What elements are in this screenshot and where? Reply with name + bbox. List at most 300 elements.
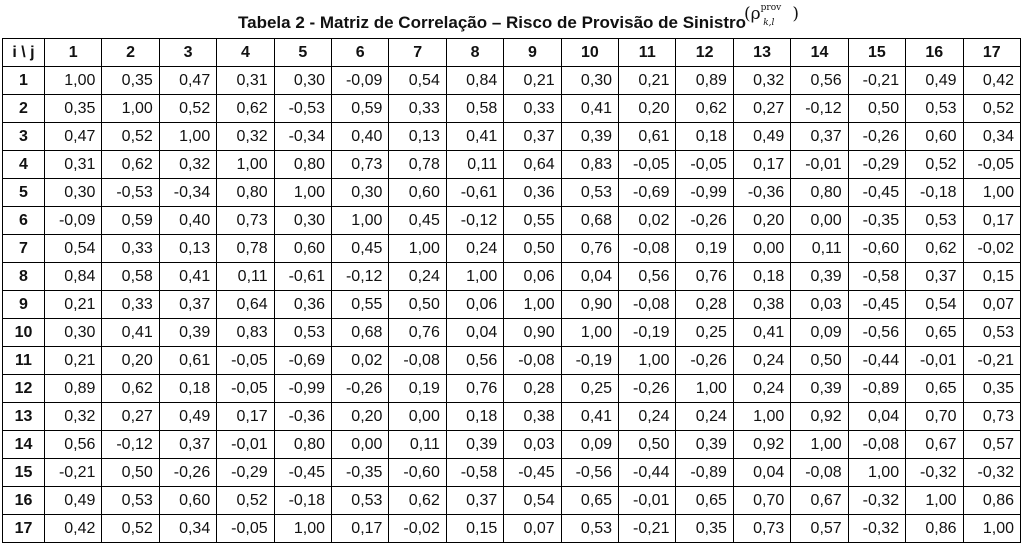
table-cell: 0,50 [619, 431, 676, 459]
table-cell: 0,13 [389, 123, 446, 151]
table-cell: 0,39 [561, 123, 618, 151]
table-cell: 0,52 [906, 151, 963, 179]
table-cell: 0,21 [45, 347, 102, 375]
table-row [3, 95, 1021, 123]
table-cell: 0,11 [389, 431, 446, 459]
table-cell: 0,21 [619, 67, 676, 95]
table-cell: 0,65 [906, 319, 963, 347]
table-cell: -0,12 [332, 263, 389, 291]
table-cell: -0,60 [389, 459, 446, 487]
table-row [3, 123, 1021, 151]
table-cell: -0,61 [446, 179, 503, 207]
table-cell: 1,00 [676, 375, 733, 403]
table-cell: -0,21 [963, 347, 1021, 375]
table-cell: 0,73 [332, 151, 389, 179]
table-cell: -0,32 [963, 459, 1021, 487]
table-cell: 0,24 [619, 403, 676, 431]
table-cell: 0,42 [45, 515, 102, 543]
table-cell: 0,35 [45, 95, 102, 123]
table-cell: -0,26 [848, 123, 905, 151]
table-cell: 0,67 [906, 431, 963, 459]
table-cell: -0,34 [274, 123, 331, 151]
table-cell: -0,36 [274, 403, 331, 431]
corner-header: i \ j [3, 39, 45, 67]
table-cell: 0,90 [504, 319, 561, 347]
table-cell: 0,54 [45, 235, 102, 263]
symbol-close: ) [792, 4, 800, 24]
table-cell: -0,05 [963, 151, 1021, 179]
column-header: 12 [676, 39, 733, 67]
table-cell: 0,53 [561, 515, 618, 543]
table-cell: 0,39 [159, 319, 216, 347]
table-cell: 0,02 [332, 347, 389, 375]
table-cell: -0,05 [217, 347, 274, 375]
table-cell: 0,19 [389, 375, 446, 403]
table-cell: 0,65 [676, 487, 733, 515]
table-cell: 0,54 [504, 487, 561, 515]
table-cell: 0,37 [791, 123, 848, 151]
table-cell: 0,49 [159, 403, 216, 431]
table-cell: 0,20 [102, 347, 159, 375]
row-header: 16 [3, 487, 45, 515]
table-row [3, 431, 1021, 459]
table-cell: 1,00 [102, 95, 159, 123]
table-cell: -0,29 [848, 151, 905, 179]
row-header: 3 [3, 123, 45, 151]
table-row [3, 515, 1021, 543]
table-cell: -0,21 [45, 459, 102, 487]
table-cell: 0,31 [45, 151, 102, 179]
table-cell: 0,15 [963, 263, 1021, 291]
table-cell: 0,50 [504, 235, 561, 263]
table-cell: 0,73 [963, 403, 1021, 431]
table-cell: -0,08 [389, 347, 446, 375]
table-cell: 0,89 [676, 67, 733, 95]
table-cell: -0,44 [619, 459, 676, 487]
table-cell: 0,20 [619, 95, 676, 123]
column-header: 17 [963, 39, 1021, 67]
table-cell: -0,36 [733, 179, 790, 207]
table-cell: 0,73 [733, 515, 790, 543]
table-cell: -0,09 [332, 67, 389, 95]
table-cell: 0,33 [504, 95, 561, 123]
table-cell: 0,53 [102, 487, 159, 515]
table-cell: 0,61 [619, 123, 676, 151]
table-cell: 0,00 [332, 431, 389, 459]
table-cell: -0,32 [906, 459, 963, 487]
table-cell: 0,80 [791, 179, 848, 207]
table-cell: 1,00 [733, 403, 790, 431]
table-cell: -0,56 [848, 319, 905, 347]
table-cell: 0,17 [963, 207, 1021, 235]
column-header: 5 [274, 39, 331, 67]
table-cell: -0,01 [217, 431, 274, 459]
row-header: 5 [3, 179, 45, 207]
correlation-matrix-table [2, 38, 1021, 543]
table-cell: -0,05 [217, 515, 274, 543]
table-cell: -0,08 [504, 347, 561, 375]
table-cell: 0,32 [733, 67, 790, 95]
table-cell: 1,00 [906, 487, 963, 515]
table-cell: 0,50 [389, 291, 446, 319]
table-cell: -0,61 [274, 263, 331, 291]
table-cell: 0,06 [446, 291, 503, 319]
table-cell: -0,69 [619, 179, 676, 207]
table-cell: 0,04 [733, 459, 790, 487]
table-cell: 0,24 [446, 235, 503, 263]
table-cell: 0,53 [274, 319, 331, 347]
table-cell: 0,09 [561, 431, 618, 459]
table-cell: 0,67 [791, 487, 848, 515]
table-cell: 1,00 [274, 179, 331, 207]
table-cell: -0,26 [159, 459, 216, 487]
table-cell: 1,00 [446, 263, 503, 291]
table-cell: -0,05 [676, 151, 733, 179]
table-cell: -0,45 [274, 459, 331, 487]
column-header: 16 [906, 39, 963, 67]
table-cell: 0,20 [733, 207, 790, 235]
table-cell: 0,32 [159, 151, 216, 179]
table-cell: 0,57 [963, 431, 1021, 459]
table-cell: 0,52 [102, 515, 159, 543]
table-cell: 0,59 [332, 95, 389, 123]
table-cell: 0,64 [217, 291, 274, 319]
table-cell: 0,35 [676, 515, 733, 543]
table-cell: 0,09 [791, 319, 848, 347]
table-cell: 0,30 [274, 207, 331, 235]
table-cell: -0,01 [619, 487, 676, 515]
table-cell: 0,56 [45, 431, 102, 459]
table-cell: 0,03 [791, 291, 848, 319]
table-cell: 0,18 [676, 123, 733, 151]
table-cell: 0,24 [733, 375, 790, 403]
table-cell: -0,26 [676, 347, 733, 375]
column-header: 3 [159, 39, 216, 67]
row-header: 10 [3, 319, 45, 347]
table-cell: -0,99 [676, 179, 733, 207]
table-cell: 0,37 [504, 123, 561, 151]
table-cell: 0,64 [504, 151, 561, 179]
table-cell: 0,47 [45, 123, 102, 151]
table-cell: 0,18 [446, 403, 503, 431]
table-cell: 0,11 [791, 235, 848, 263]
table-cell: 0,53 [963, 319, 1021, 347]
table-cell: 0,47 [159, 67, 216, 95]
table-cell: 1,00 [561, 319, 618, 347]
table-cell: -0,56 [561, 459, 618, 487]
table-cell: 0,19 [676, 235, 733, 263]
table-cell: 0,52 [102, 123, 159, 151]
table-cell: 0,62 [102, 151, 159, 179]
table-cell: 0,70 [906, 403, 963, 431]
table-cell: -0,08 [619, 291, 676, 319]
table-cell: 0,41 [561, 95, 618, 123]
table-cell: 0,62 [906, 235, 963, 263]
table-cell: 0,39 [791, 375, 848, 403]
table-cell: 0,31 [217, 67, 274, 95]
table-cell: -0,45 [848, 291, 905, 319]
column-header: 6 [332, 39, 389, 67]
table-cell: 0,60 [159, 487, 216, 515]
table-cell: 0,52 [159, 95, 216, 123]
table-cell: -0,32 [848, 487, 905, 515]
table-row [3, 487, 1021, 515]
table-cell: 0,07 [504, 515, 561, 543]
table-cell: 0,89 [45, 375, 102, 403]
table-cell: -0,19 [619, 319, 676, 347]
table-cell: -0,09 [45, 207, 102, 235]
column-header: 11 [619, 39, 676, 67]
table-cell: -0,58 [848, 263, 905, 291]
table-cell: 0,52 [963, 95, 1021, 123]
table-cell: 1,00 [217, 151, 274, 179]
table-cell: 0,56 [446, 347, 503, 375]
column-header: 9 [504, 39, 561, 67]
table-cell: 0,38 [733, 291, 790, 319]
table-cell: -0,01 [791, 151, 848, 179]
table-cell: -0,05 [217, 375, 274, 403]
table-cell: 0,41 [159, 263, 216, 291]
table-body [3, 67, 1021, 543]
table-cell: -0,60 [848, 235, 905, 263]
table-cell: 0,86 [906, 515, 963, 543]
table-cell: 0,40 [332, 123, 389, 151]
table-cell: -0,89 [848, 375, 905, 403]
table-cell: 0,78 [389, 151, 446, 179]
table-cell: 0,04 [446, 319, 503, 347]
row-header: 17 [3, 515, 45, 543]
table-cell: -0,12 [791, 95, 848, 123]
table-cell: -0,26 [676, 207, 733, 235]
table-cell: 0,76 [676, 263, 733, 291]
table-cell: -0,21 [848, 67, 905, 95]
table-cell: 0,17 [217, 403, 274, 431]
table-cell: 0,80 [274, 431, 331, 459]
table-row [3, 403, 1021, 431]
table-cell: 0,76 [561, 235, 618, 263]
table-cell: 0,42 [963, 67, 1021, 95]
table-cell: 0,24 [389, 263, 446, 291]
table-cell: 0,41 [102, 319, 159, 347]
table-cell: 0,00 [791, 207, 848, 235]
table-cell: 0,17 [733, 151, 790, 179]
table-cell: -0,69 [274, 347, 331, 375]
table-cell: 0,39 [676, 431, 733, 459]
table-row [3, 319, 1021, 347]
column-header: 1 [45, 39, 102, 67]
table-cell: 0,80 [274, 151, 331, 179]
table-cell: 0,37 [446, 487, 503, 515]
table-cell: 0,62 [676, 95, 733, 123]
table-cell: 0,32 [217, 123, 274, 151]
table-row [3, 459, 1021, 487]
table-cell: 1,00 [332, 207, 389, 235]
table-cell: 0,33 [102, 235, 159, 263]
table-cell: 0,39 [446, 431, 503, 459]
table-cell: -0,34 [159, 179, 216, 207]
table-cell: 0,49 [906, 67, 963, 95]
table-cell: 0,53 [906, 207, 963, 235]
table-cell: 0,03 [504, 431, 561, 459]
table-cell: 0,53 [561, 179, 618, 207]
table-cell: 0,57 [791, 515, 848, 543]
table-cell: 0,55 [332, 291, 389, 319]
table-cell: 0,83 [217, 319, 274, 347]
table-cell: 0,84 [45, 263, 102, 291]
table-cell: 0,54 [906, 291, 963, 319]
table-cell: 0,11 [446, 151, 503, 179]
table-cell: -0,99 [274, 375, 331, 403]
table-cell: 0,00 [733, 235, 790, 263]
table-cell: 1,00 [504, 291, 561, 319]
table-cell: 0,18 [733, 263, 790, 291]
table-cell: 0,28 [676, 291, 733, 319]
table-cell: 0,61 [159, 347, 216, 375]
table-cell: 0,00 [389, 403, 446, 431]
table-cell: 0,32 [45, 403, 102, 431]
table-cell: 0,60 [389, 179, 446, 207]
table-cell: 0,21 [45, 291, 102, 319]
table-cell: -0,19 [561, 347, 618, 375]
table-cell: 0,62 [217, 95, 274, 123]
table-cell: 1,00 [791, 431, 848, 459]
table-cell: -0,53 [102, 179, 159, 207]
row-header: 14 [3, 431, 45, 459]
table-cell: 0,60 [906, 123, 963, 151]
table-cell: -0,08 [848, 431, 905, 459]
table-cell: 0,21 [504, 67, 561, 95]
table-cell: 0,84 [446, 67, 503, 95]
table-cell: 0,45 [332, 235, 389, 263]
table-cell: 0,30 [45, 179, 102, 207]
table-cell: 1,00 [619, 347, 676, 375]
table-cell: 1,00 [274, 515, 331, 543]
table-cell: -0,26 [619, 375, 676, 403]
table-cell: 0,37 [159, 291, 216, 319]
table-cell: 0,34 [159, 515, 216, 543]
column-header: 4 [217, 39, 274, 67]
table-cell: 0,92 [791, 403, 848, 431]
table-row [3, 235, 1021, 263]
column-header: 8 [446, 39, 503, 67]
table-cell: 0,49 [733, 123, 790, 151]
table-cell: -0,12 [102, 431, 159, 459]
table-cell: -0,18 [906, 179, 963, 207]
table-cell: 1,00 [159, 123, 216, 151]
table-cell: 0,58 [446, 95, 503, 123]
table-cell: 0,58 [102, 263, 159, 291]
table-row [3, 207, 1021, 235]
header-row [3, 39, 1021, 67]
table-cell: -0,02 [389, 515, 446, 543]
table-cell: 0,39 [791, 263, 848, 291]
table-cell: 0,33 [389, 95, 446, 123]
row-header: 1 [3, 67, 45, 95]
row-header: 2 [3, 95, 45, 123]
table-cell: 0,59 [102, 207, 159, 235]
row-header: 7 [3, 235, 45, 263]
table-cell: 0,53 [332, 487, 389, 515]
table-cell: 1,00 [389, 235, 446, 263]
table-cell: 1,00 [848, 459, 905, 487]
table-cell: 1,00 [963, 179, 1021, 207]
table-cell: 0,02 [619, 207, 676, 235]
table-cell: 0,60 [274, 235, 331, 263]
row-header: 13 [3, 403, 45, 431]
symbol-superscript: prov [760, 3, 782, 14]
table-cell: 0,06 [504, 263, 561, 291]
table-row [3, 291, 1021, 319]
table-cell: 0,49 [45, 487, 102, 515]
table-cell: -0,32 [848, 515, 905, 543]
column-header: 13 [733, 39, 790, 67]
table-cell: 0,78 [217, 235, 274, 263]
table-row [3, 67, 1021, 95]
table-cell: -0,21 [619, 515, 676, 543]
table-cell: 0,76 [446, 375, 503, 403]
table-cell: -0,05 [619, 151, 676, 179]
table-cell: -0,35 [332, 459, 389, 487]
table-cell: 0,52 [217, 487, 274, 515]
column-header: 15 [848, 39, 905, 67]
table-cell: -0,08 [791, 459, 848, 487]
table-cell: 0,50 [102, 459, 159, 487]
table-cell: 0,55 [504, 207, 561, 235]
row-header: 11 [3, 347, 45, 375]
table-cell: 0,35 [963, 375, 1021, 403]
table-cell: 0,13 [159, 235, 216, 263]
table-cell: 0,45 [389, 207, 446, 235]
table-cell: 0,38 [504, 403, 561, 431]
table-cell: 0,41 [561, 403, 618, 431]
table-cell: -0,08 [619, 235, 676, 263]
table-cell: 0,68 [332, 319, 389, 347]
column-header: 2 [102, 39, 159, 67]
table-cell: 0,73 [217, 207, 274, 235]
table-cell: -0,53 [274, 95, 331, 123]
table-cell: 0,56 [791, 67, 848, 95]
table-cell: 0,41 [446, 123, 503, 151]
table-cell: 0,25 [676, 319, 733, 347]
row-header: 8 [3, 263, 45, 291]
title-row [0, 0, 1024, 38]
table-cell: 0,27 [733, 95, 790, 123]
table-cell: 0,30 [45, 319, 102, 347]
table-cell: 0,30 [561, 67, 618, 95]
table-cell: 1,00 [963, 515, 1021, 543]
row-header: 12 [3, 375, 45, 403]
column-header: 10 [561, 39, 618, 67]
table-cell: -0,18 [274, 487, 331, 515]
table-cell: 0,04 [561, 263, 618, 291]
table-cell: 0,18 [159, 375, 216, 403]
table-cell: -0,45 [848, 179, 905, 207]
table-cell: 0,65 [561, 487, 618, 515]
row-header: 4 [3, 151, 45, 179]
table-cell: -0,58 [446, 459, 503, 487]
correlation-symbol [744, 3, 800, 29]
table-cell: -0,45 [504, 459, 561, 487]
column-header: 14 [791, 39, 848, 67]
table-cell: -0,29 [217, 459, 274, 487]
table-row [3, 263, 1021, 291]
table-cell: -0,89 [676, 459, 733, 487]
table-cell: 0,56 [619, 263, 676, 291]
table-cell: 0,11 [217, 263, 274, 291]
row-header: 6 [3, 207, 45, 235]
table-cell: 0,36 [274, 291, 331, 319]
row-header: 9 [3, 291, 45, 319]
